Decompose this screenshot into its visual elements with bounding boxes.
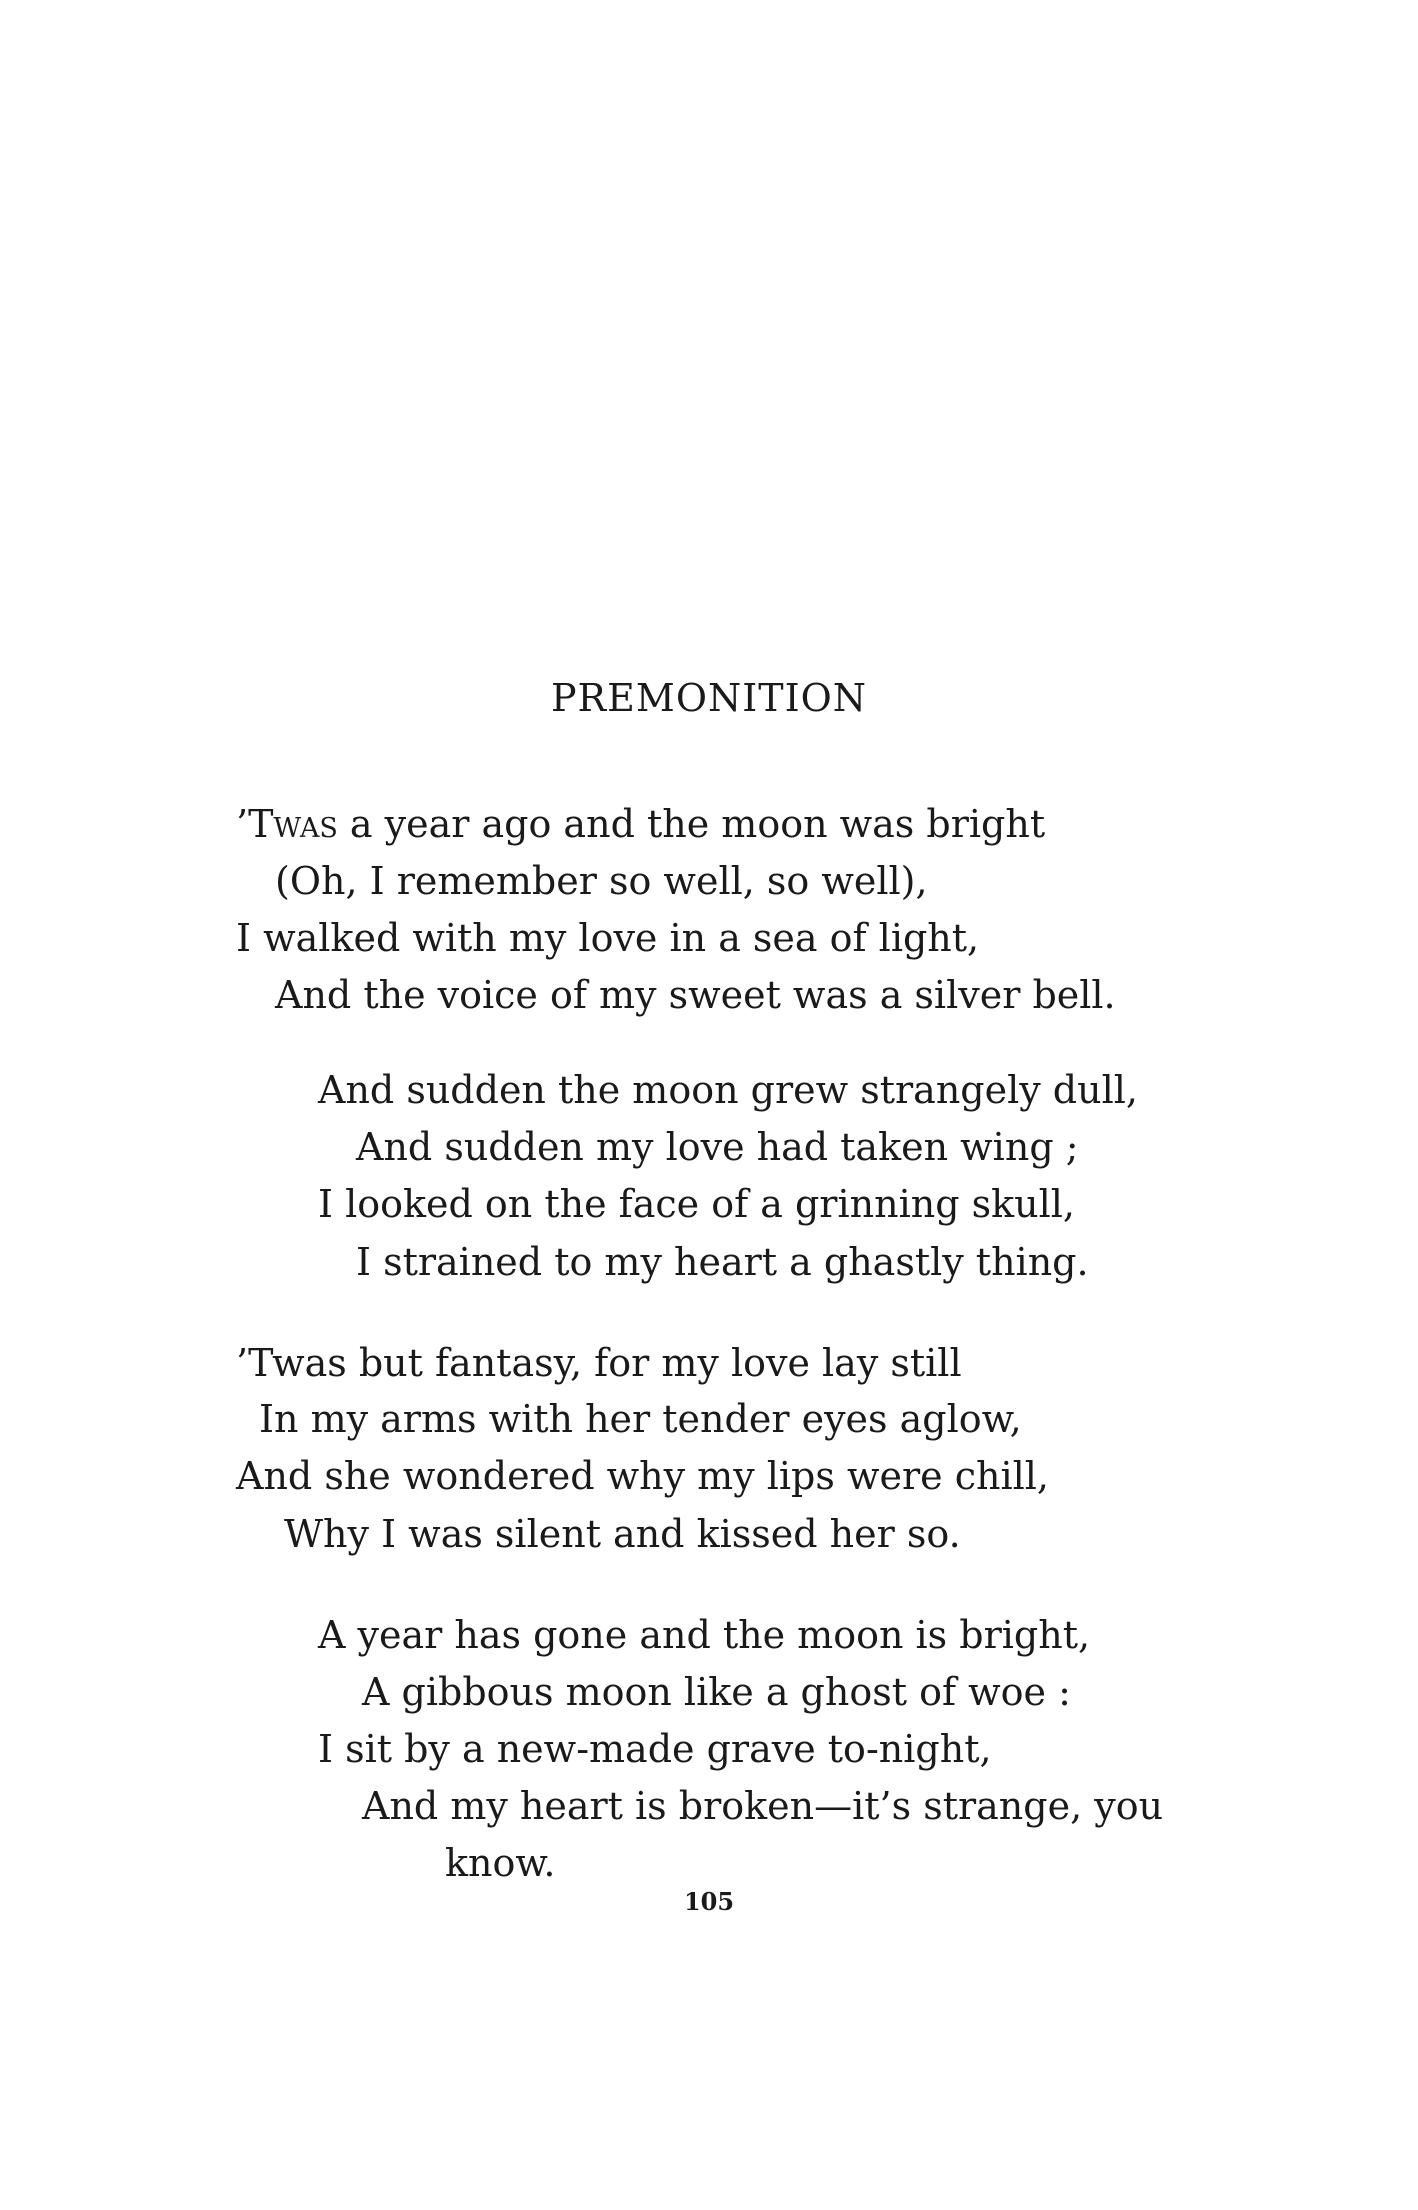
poem-line-text: a year ago and the moon was bright xyxy=(337,802,1046,846)
poem-line: Why I was silent and kissed her so. xyxy=(284,1512,961,1556)
poem-line: And sudden my love had taken wing ; xyxy=(356,1125,1079,1169)
poem-line: I walked with my love in a sea of light, xyxy=(236,916,980,960)
poem-title: PREMONITION xyxy=(550,676,867,720)
page-number: 105 xyxy=(683,1887,735,1916)
poem-line: And she wondered why my lips were chill, xyxy=(236,1454,1049,1498)
poem-line: And the voice of my sweet was a silver bell. xyxy=(275,973,1116,1017)
poem-line: A year has gone and the moon is bright, xyxy=(318,1613,1091,1657)
poem-line: ’Twas but fantasy, for my love lay still xyxy=(236,1341,962,1385)
poem-line: I sit by a new-made grave to-night, xyxy=(318,1727,992,1771)
poem-line-lead: ’Twas xyxy=(236,802,338,846)
poem-line: I looked on the face of a grinning skull, xyxy=(318,1182,1075,1226)
poem-line: A gibbous moon like a ghost of woe : xyxy=(362,1670,1071,1714)
poem-line: And my heart is broken—it’s strange, you xyxy=(362,1784,1164,1828)
poem-line: (Oh, I remember so well, so well), xyxy=(275,859,928,903)
poem-line: know. xyxy=(445,1841,556,1885)
poem-line xyxy=(236,802,1045,846)
poem-line: In my arms with her tender eyes aglow, xyxy=(259,1397,1022,1441)
poem-line: And sudden the moon grew strangely dull, xyxy=(318,1068,1138,1112)
poem-line: I strained to my heart a ghastly thing. xyxy=(356,1240,1089,1284)
